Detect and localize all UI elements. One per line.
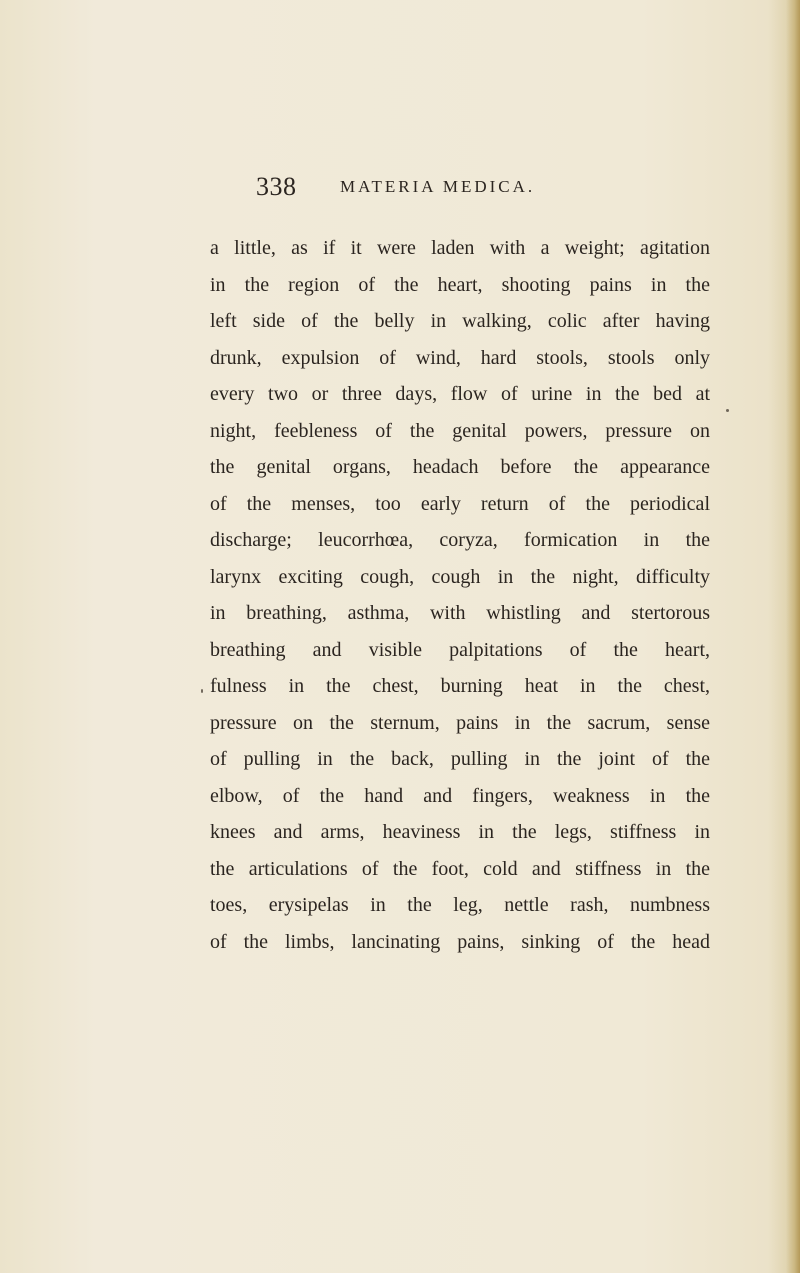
- text-line: fulness in the chest, burning heat in the chest,: [210, 675, 710, 697]
- text-line: every two or three days, flow of urine in the bed at: [210, 383, 710, 405]
- text-line: drunk, expulsion of wind, hard stools, stools only: [210, 346, 710, 369]
- text-line: larynx exciting cough, cough in the night, difficulty: [210, 565, 710, 588]
- text-line: breathing and visible palpitations of the heart,: [210, 638, 710, 661]
- page-edge-shadow: [786, 0, 800, 1273]
- text-line: of pulling in the back, pulling in the joint of the: [210, 748, 710, 770]
- text-line: in the region of the heart, shooting pains in the: [210, 273, 710, 296]
- text-line: the genital organs, headach before the appearance: [210, 456, 710, 478]
- running-title: MATERIA MEDICA.: [340, 177, 536, 196]
- text-line: pressure on the sternum, pains in the sacrum, sense: [210, 711, 710, 734]
- ink-speck: [726, 409, 729, 412]
- text-line: knees and arms, heaviness in the legs, stiffness in: [210, 821, 710, 843]
- page-number: 338: [256, 172, 297, 201]
- text-line: in breathing, asthma, with whistling and stertorous: [210, 602, 710, 624]
- text-line: night, feebleness of the genital powers, pressure on: [210, 419, 710, 442]
- body-text: [210, 230, 710, 960]
- text-line: left side of the belly in walking, colic after having: [210, 310, 710, 332]
- running-head: [256, 172, 716, 202]
- text-line: toes, erysipelas in the leg, nettle rash, numbness: [210, 894, 710, 916]
- text-line: of the menses, too early return of the periodical: [210, 492, 710, 515]
- text-line: of the limbs, lancinating pains, sinking of the head: [210, 930, 710, 953]
- text-line: the articulations of the foot, cold and stiffness in the: [210, 857, 710, 880]
- text-line: discharge; leucorrhœa, coryza, formication in the: [210, 529, 710, 551]
- text-line: a little, as if it were laden with a weight; agitation: [210, 237, 710, 259]
- text-line: elbow, of the hand and fingers, weakness in the: [210, 784, 710, 807]
- ink-speck: [201, 689, 203, 693]
